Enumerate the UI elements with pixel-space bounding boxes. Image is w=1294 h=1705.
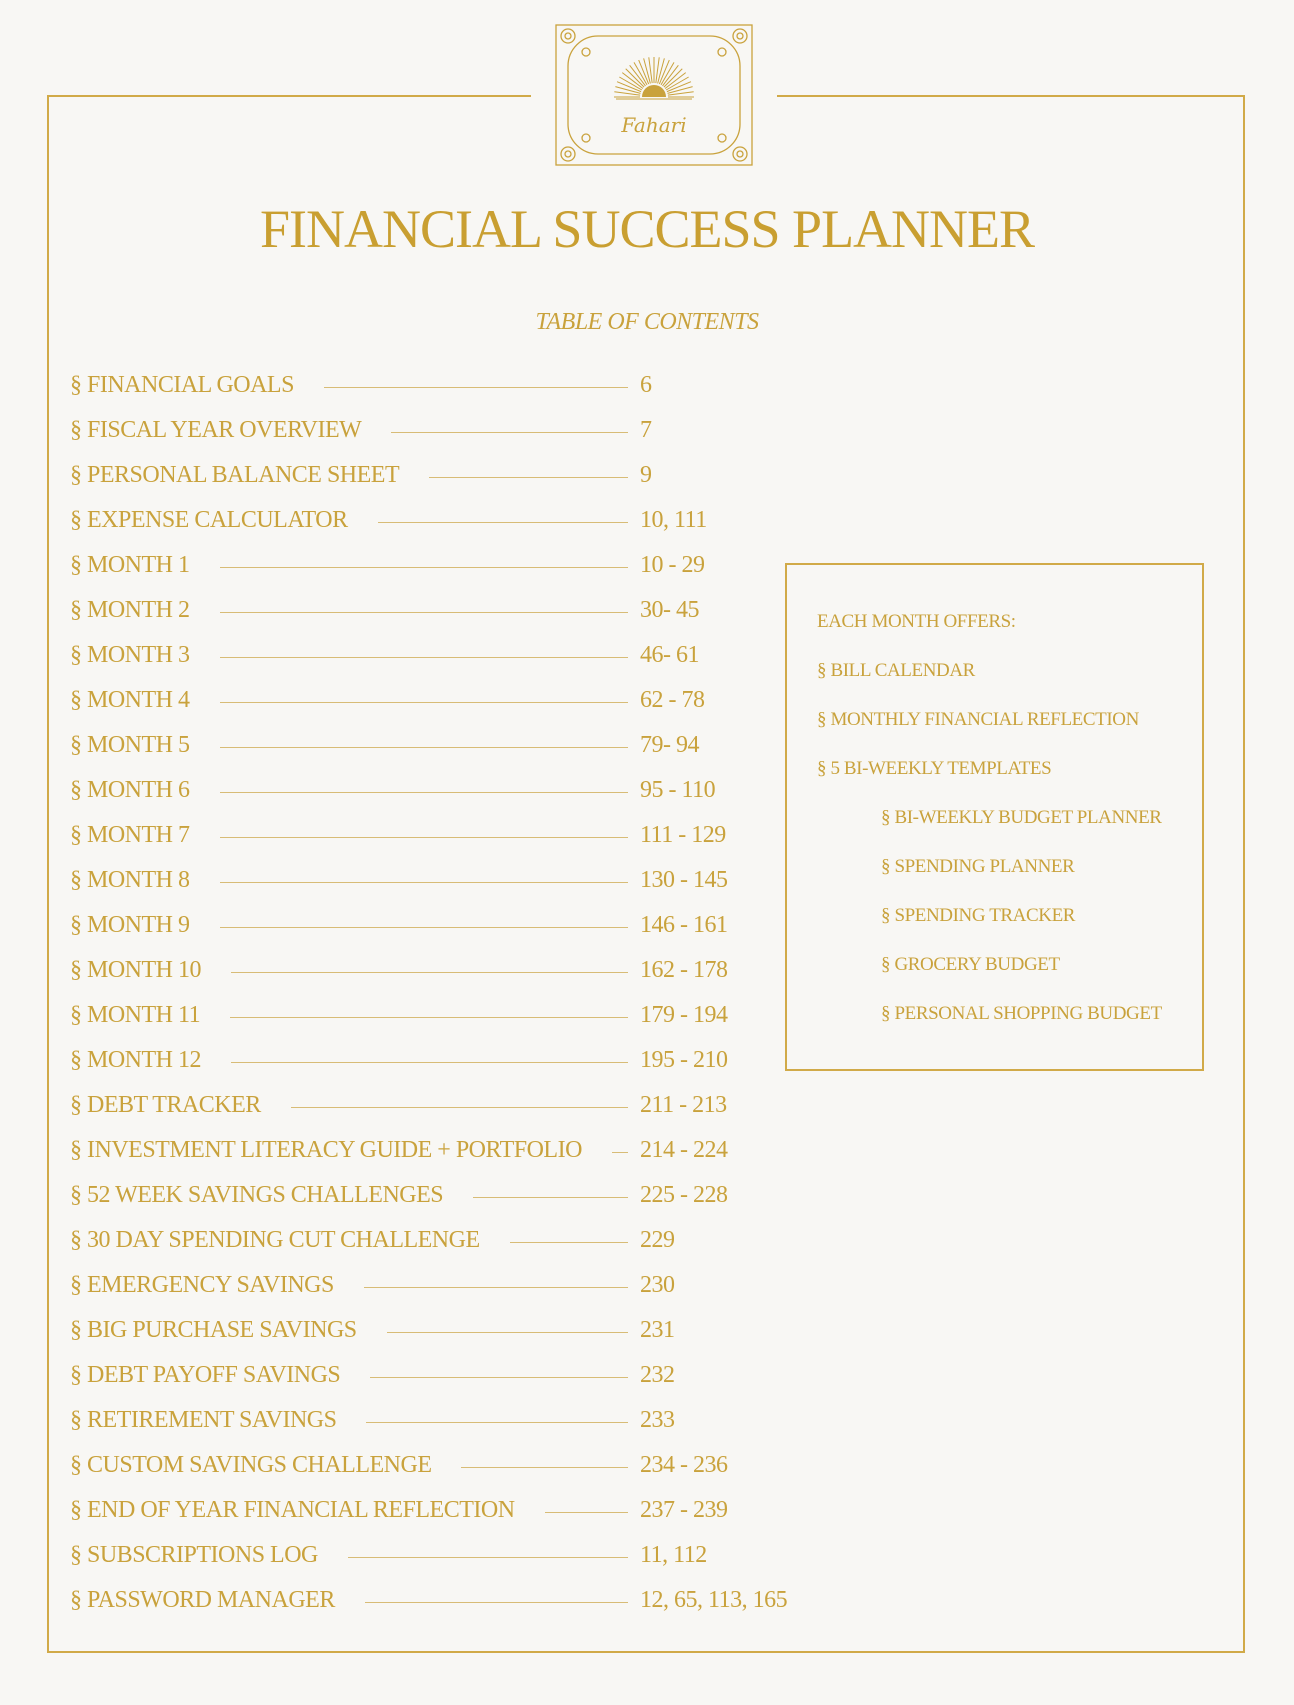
toc-entry <box>70 1180 830 1210</box>
toc-entry-pages: 214 - 224 <box>640 1136 728 1163</box>
toc-entry <box>70 415 830 445</box>
toc-leader-line <box>230 1017 628 1018</box>
toc-leader-line <box>220 837 628 838</box>
toc-entry-label: § DEBT PAYOFF SAVINGS <box>70 1361 341 1388</box>
toc-entry-label: § 52 WEEK SAVINGS CHALLENGES <box>70 1181 444 1208</box>
toc-entry-label: § MONTH 7 <box>70 821 190 848</box>
toc-entry-pages: 130 - 145 <box>640 866 728 893</box>
toc-entry-pages: 9 <box>640 461 652 488</box>
toc-entry <box>70 685 830 715</box>
toc-entry-pages: 195 - 210 <box>640 1046 728 1073</box>
toc-leader-line <box>510 1242 628 1243</box>
toc-entry-pages: 229 <box>640 1226 675 1253</box>
toc-entry <box>70 1450 830 1480</box>
toc-entry <box>70 955 830 985</box>
toc-leader-line <box>391 432 628 433</box>
toc-entry-label: § 30 DAY SPENDING CUT CHALLENGE <box>70 1226 480 1253</box>
toc-leader-line <box>366 1422 628 1423</box>
toc-leader-line <box>387 1332 628 1333</box>
toc-entry-label: § MONTH 9 <box>70 911 190 938</box>
toc-entry <box>70 1315 830 1345</box>
toc-entry-label: § MONTH 8 <box>70 866 190 893</box>
toc-entry-pages: 11, 112 <box>640 1541 707 1568</box>
svg-text:Fahari: Fahari <box>621 113 687 137</box>
toc-entry <box>70 1225 830 1255</box>
toc-entry-pages: 211 - 213 <box>640 1091 727 1118</box>
toc-entry <box>70 1000 830 1030</box>
toc-leader-line <box>461 1467 628 1468</box>
toc-entry-label: § MONTH 11 <box>70 1001 201 1028</box>
sunburst-logo-icon <box>554 22 754 168</box>
toc-leader-line <box>545 1512 628 1513</box>
toc-entry-pages: 179 - 194 <box>640 1001 728 1028</box>
toc-entry-label: § MONTH 5 <box>70 731 190 758</box>
monthly-offers-box <box>785 563 1204 1071</box>
toc-entry-pages: 7 <box>640 416 652 443</box>
toc-entry-pages: 230 <box>640 1271 675 1298</box>
toc-entry-pages: 30- 45 <box>640 596 699 623</box>
toc-entry-pages: 237 - 239 <box>640 1496 728 1523</box>
toc-leader-line <box>348 1557 628 1558</box>
page-title: FINANCIAL SUCCESS PLANNER <box>259 199 1035 259</box>
monthly-offer-subitem: § BI-WEEKLY BUDGET PLANNER <box>881 807 1162 828</box>
toc-leader-line <box>220 927 628 928</box>
toc-entry-label: § MONTH 4 <box>70 686 190 713</box>
toc-entry-pages: 233 <box>640 1406 675 1433</box>
toc-entry <box>70 460 830 490</box>
toc-entry-label: § EMERGENCY SAVINGS <box>70 1271 334 1298</box>
toc-leader-line <box>220 747 628 748</box>
toc-entry <box>70 550 830 580</box>
toc-entry-label: § SUBSCRIPTIONS LOG <box>70 1541 318 1568</box>
toc-leader-line <box>291 1107 628 1108</box>
toc-entry <box>70 820 830 850</box>
toc-entry-label: § MONTH 3 <box>70 641 190 668</box>
toc-subtitle: TABLE OF CONTENTS <box>535 309 759 335</box>
toc-entry <box>70 1045 830 1075</box>
toc-entry-pages: 231 <box>640 1316 675 1343</box>
monthly-offer-item: § 5 BI-WEEKLY TEMPLATES <box>817 758 1052 779</box>
toc-entry-label: § MONTH 6 <box>70 776 190 803</box>
toc-leader-line <box>429 477 628 478</box>
toc-entry-label: § PASSWORD MANAGER <box>70 1586 335 1613</box>
toc-entry-pages: 6 <box>640 371 652 398</box>
toc-entry <box>70 910 830 940</box>
toc-entry <box>70 370 830 400</box>
toc-entry-pages: 146 - 161 <box>640 911 728 938</box>
toc-entry <box>70 1135 830 1165</box>
toc-entry-pages: 46- 61 <box>640 641 699 668</box>
toc-entry-pages: 225 - 228 <box>640 1181 728 1208</box>
toc-entry <box>70 1405 830 1435</box>
toc-leader-line <box>364 1287 628 1288</box>
toc-entry-pages: 111 - 129 <box>640 821 726 848</box>
toc-entry-pages: 232 <box>640 1361 675 1388</box>
monthly-offers-heading: EACH MONTH OFFERS: <box>817 611 1016 632</box>
toc-entry-pages: 95 - 110 <box>640 776 716 803</box>
toc-entry <box>70 730 830 760</box>
toc-leader-line <box>473 1197 628 1198</box>
toc-entry-pages: 12, 65, 113, 165 <box>640 1586 788 1613</box>
toc-entry-pages: 79- 94 <box>640 731 699 758</box>
toc-entry-pages: 234 - 236 <box>640 1451 728 1478</box>
toc-entry <box>70 595 830 625</box>
monthly-offer-subitem: § GROCERY BUDGET <box>881 954 1060 975</box>
toc-entry-label: § DEBT TRACKER <box>70 1091 261 1118</box>
toc-entry-pages: 10, 111 <box>640 506 707 533</box>
toc-entry <box>70 640 830 670</box>
monthly-offer-subitem: § SPENDING TRACKER <box>881 905 1076 926</box>
toc-leader-line <box>231 972 628 973</box>
toc-entry <box>70 865 830 895</box>
toc-entry <box>70 1585 830 1615</box>
toc-leader-line <box>220 657 628 658</box>
toc-leader-line <box>231 1062 628 1063</box>
toc-leader-line <box>365 1602 628 1603</box>
toc-entry <box>70 505 830 535</box>
fahari-logo <box>531 22 777 172</box>
toc-leader-line <box>220 792 628 793</box>
toc-entry-pages: 10 - 29 <box>640 551 705 578</box>
toc-entry-label: § FINANCIAL GOALS <box>70 371 294 398</box>
toc-entry <box>70 1495 830 1525</box>
toc-entry-label: § MONTH 12 <box>70 1046 201 1073</box>
toc-leader-line <box>220 567 628 568</box>
toc-entry <box>70 1270 830 1300</box>
monthly-offer-subitem: § SPENDING PLANNER <box>881 856 1075 877</box>
toc-leader-line <box>220 702 628 703</box>
toc-leader-line <box>324 387 628 388</box>
toc-entry <box>70 1540 830 1570</box>
toc-entry-label: § EXPENSE CALCULATOR <box>70 506 348 533</box>
toc-entry-pages: 62 - 78 <box>640 686 705 713</box>
toc-entry <box>70 1090 830 1120</box>
monthly-offer-subitem: § PERSONAL SHOPPING BUDGET <box>881 1003 1162 1024</box>
toc-entry-label: § MONTH 1 <box>70 551 190 578</box>
toc-entry <box>70 1360 830 1390</box>
toc-leader-line <box>220 612 628 613</box>
toc-entry-label: § PERSONAL BALANCE SHEET <box>70 461 400 488</box>
toc-entry <box>70 775 830 805</box>
toc-entry-label: § INVESTMENT LITERACY GUIDE + PORTFOLIO <box>70 1136 582 1163</box>
toc-entry-label: § CUSTOM SAVINGS CHALLENGE <box>70 1451 432 1478</box>
monthly-offer-item: § MONTHLY FINANCIAL REFLECTION <box>817 709 1139 730</box>
toc-leader-line <box>378 522 628 523</box>
toc-entry-label: § RETIREMENT SAVINGS <box>70 1406 337 1433</box>
toc-entry-label: § MONTH 2 <box>70 596 190 623</box>
toc-entry-label: § FISCAL YEAR OVERVIEW <box>70 416 362 443</box>
toc-entry-pages: 162 - 178 <box>640 956 728 983</box>
toc-leader-line <box>370 1377 628 1378</box>
toc-entry-label: § BIG PURCHASE SAVINGS <box>70 1316 357 1343</box>
toc-entry-label: § MONTH 10 <box>70 956 201 983</box>
toc-leader-line <box>612 1152 628 1153</box>
monthly-offer-item: § BILL CALENDAR <box>817 660 975 681</box>
toc-entry-label: § END OF YEAR FINANCIAL REFLECTION <box>70 1496 515 1523</box>
toc-leader-line <box>220 882 628 883</box>
